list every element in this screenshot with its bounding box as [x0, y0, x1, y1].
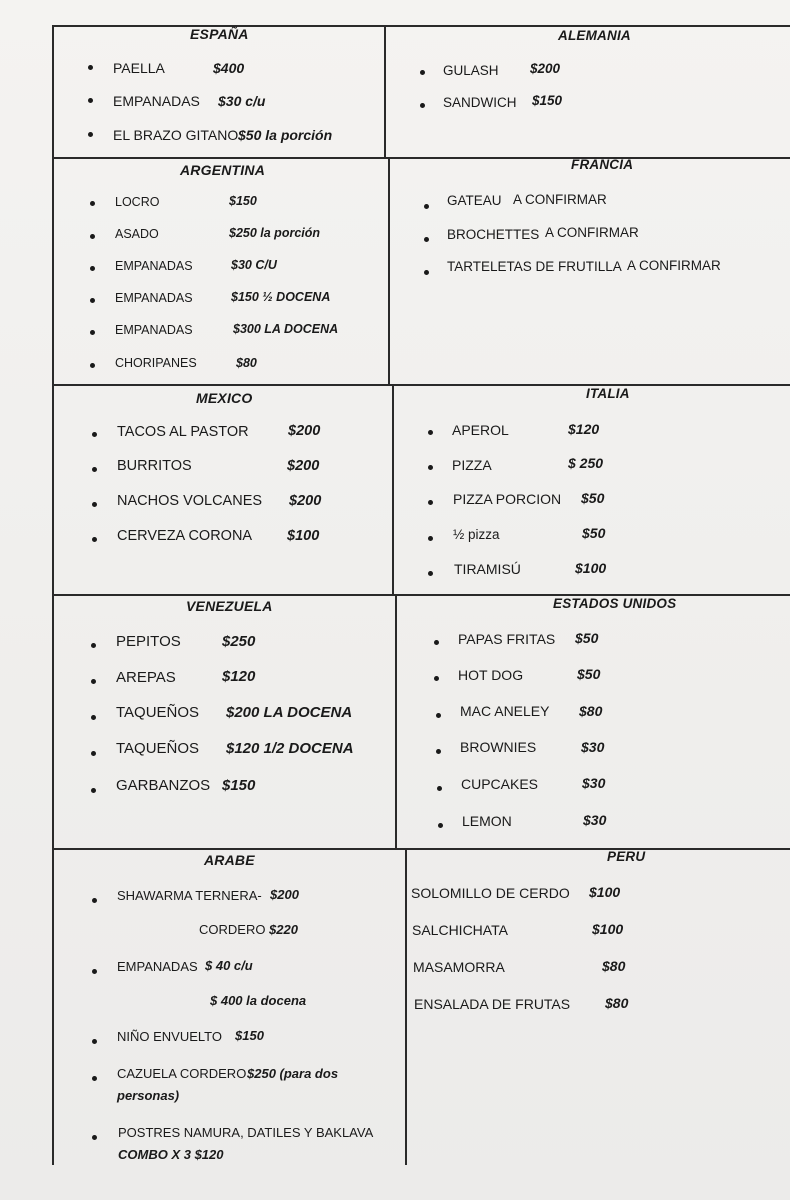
bullet: [428, 571, 433, 576]
bullet: [88, 132, 93, 137]
item-price: $200 LA DOCENA: [226, 704, 353, 721]
item-name: PAELLA: [113, 60, 165, 76]
item-name: EMPANADAS: [115, 291, 193, 305]
item-price: $ 40 c/u: [205, 958, 253, 973]
item-price: $250 (para dos: [247, 1066, 339, 1081]
bullet: [438, 823, 443, 828]
table-border-left: [52, 25, 54, 1165]
bullet: [91, 715, 96, 720]
item-price: $120: [222, 668, 256, 685]
item-price: $200: [288, 423, 321, 439]
item-price: $30: [582, 775, 606, 791]
bullet: [437, 786, 442, 791]
section-title: VENEZUELA: [186, 598, 273, 614]
item-name: EMPANADAS: [117, 959, 198, 974]
item-name: CORDERO: [199, 922, 266, 937]
row-divider-1: [52, 157, 790, 159]
item-name: EMPANADAS: [113, 93, 200, 109]
item-price: $100: [589, 884, 621, 900]
item-name: ½ pizza: [453, 527, 500, 542]
section-title: ESTADOS UNIDOS: [553, 596, 677, 611]
bullet: [91, 679, 96, 684]
bullet: [434, 676, 439, 681]
item-name: PEPITOS: [116, 633, 181, 650]
bullet: [92, 502, 97, 507]
item-price: $300 LA DOCENA: [233, 322, 339, 336]
bullet: [88, 65, 93, 70]
section-title: ARGENTINA: [180, 162, 266, 178]
item-price: $150: [235, 1028, 264, 1043]
item-name: MAC ANELEY: [460, 703, 550, 719]
bullet: [420, 70, 425, 75]
item-name: PIZZA PORCION: [453, 491, 562, 507]
bullet: [92, 969, 97, 974]
item-name: PIZZA: [452, 457, 492, 473]
item-price: $200: [530, 61, 561, 76]
section-title: ALEMANIA: [558, 28, 631, 43]
item-name: LEMON: [462, 813, 512, 829]
item-price: $200: [289, 493, 322, 509]
column-divider-4: [395, 594, 397, 849]
bullet: [88, 98, 93, 103]
section-title: PERU: [607, 849, 646, 864]
bullet: [90, 363, 95, 368]
bullet: [91, 751, 96, 756]
section-title: FRANCIA: [571, 157, 634, 172]
item-name: SHAWARMA TERNERA-: [117, 888, 262, 903]
bullet: [90, 330, 95, 335]
item-name: AREPAS: [116, 669, 176, 686]
item-name: ASADO: [115, 227, 159, 241]
column-divider-2: [388, 157, 390, 385]
item-price: $50: [575, 630, 599, 646]
row-divider-4: [52, 848, 790, 850]
item-price: $100: [592, 921, 624, 937]
item-price: $50: [577, 666, 601, 682]
item-name: CHORIPANES: [115, 356, 197, 370]
item-name: SOLOMILLO DE CERDO: [411, 885, 570, 901]
section-title: ITALIA: [586, 386, 630, 401]
bullet: [420, 103, 425, 108]
item-price: $80: [605, 995, 629, 1011]
bullet: [428, 465, 433, 470]
item-price: $80: [579, 703, 603, 719]
item-price: $150: [222, 777, 256, 794]
bullet: [92, 432, 97, 437]
item-price: $100: [575, 560, 607, 576]
bullet: [434, 640, 439, 645]
bullet: [436, 713, 441, 718]
item-name: EMPANADAS: [115, 259, 193, 273]
bullet: [428, 500, 433, 505]
item-name: BROWNIES: [460, 739, 537, 755]
section-title: ESPAÑA: [190, 26, 249, 42]
bullet: [428, 430, 433, 435]
bullet: [424, 204, 429, 209]
item-name: LOCRO: [115, 195, 160, 209]
table-border-top: [52, 25, 790, 27]
bullet: [90, 234, 95, 239]
bullet: [91, 643, 96, 648]
bullet: [92, 1076, 97, 1081]
item-name: SANDWICH: [443, 95, 517, 110]
item-name: APEROL: [452, 422, 509, 438]
bullet: [90, 201, 95, 206]
item-name: HOT DOG: [458, 667, 524, 683]
item-name: ENSALADA DE FRUTAS: [414, 996, 571, 1012]
bullet: [92, 467, 97, 472]
item-price: $80: [602, 958, 626, 974]
item-price: $120: [568, 421, 600, 437]
item-name: TARTELETAS DE FRUTILLA: [447, 259, 622, 274]
bullet: [90, 266, 95, 271]
column-divider-5: [405, 848, 407, 1165]
item-name: PAPAS FRITAS: [458, 631, 556, 647]
item-name: GULASH: [443, 63, 499, 78]
item-name: TIRAMISÚ: [454, 561, 521, 577]
item-price: $50: [582, 525, 606, 541]
item-name: BURRITOS: [117, 458, 192, 474]
item-price: $150: [229, 194, 257, 208]
item-price: $220: [269, 922, 298, 937]
item-name: NACHOS VOLCANES: [117, 493, 263, 509]
item-status: A CONFIRMAR: [545, 225, 639, 240]
item-name: TAQUEÑOS: [116, 704, 200, 721]
item-price: $50 la porción: [238, 127, 333, 143]
item-name: MASAMORRA: [413, 959, 505, 975]
item-name: SALCHICHATA: [412, 922, 508, 938]
column-divider-1: [384, 25, 386, 158]
item-price: $50: [581, 490, 605, 506]
item-price: $120 1/2 DOCENA: [226, 740, 354, 757]
item-price: $250: [222, 633, 256, 650]
bullet: [91, 788, 96, 793]
bullet: [424, 270, 429, 275]
bullet: [90, 298, 95, 303]
item-price: COMBO X 3 $120: [118, 1147, 224, 1162]
item-name: BROCHETTES: [447, 227, 540, 242]
row-divider-3: [52, 594, 790, 596]
item-price: $100: [287, 528, 320, 544]
item-name: GATEAU: [447, 193, 502, 208]
item-price: $200: [287, 458, 320, 474]
item-price: $400: [213, 60, 245, 76]
section-title: MEXICO: [196, 390, 253, 406]
item-price-continued: personas): [117, 1088, 180, 1103]
item-price: $150: [532, 93, 563, 108]
bullet: [424, 237, 429, 242]
row-divider-2: [52, 384, 790, 386]
item-price: $30: [581, 739, 605, 755]
item-name: CAZUELA CORDERO: [117, 1066, 247, 1081]
item-status: A CONFIRMAR: [627, 258, 721, 273]
item-name: GARBANZOS: [116, 777, 211, 794]
item-price: $30 c/u: [218, 93, 266, 109]
bullet: [92, 1135, 97, 1140]
item-name: EMPANADAS: [115, 323, 193, 337]
item-name: CERVEZA CORONA: [117, 528, 253, 544]
bullet: [428, 536, 433, 541]
bullet: [92, 1039, 97, 1044]
bullet: [92, 537, 97, 542]
item-name: TAQUEÑOS: [116, 740, 200, 757]
item-price: $200: [270, 887, 299, 902]
section-title: ARABE: [204, 852, 255, 868]
item-price: $30 C/U: [231, 258, 277, 272]
item-price: $ 250: [568, 455, 604, 471]
bullet: [436, 749, 441, 754]
item-price: $250 la porción: [229, 226, 321, 240]
item-name: POSTRES NAMURA, DATILES Y BAKLAVA: [118, 1125, 374, 1140]
item-price: $30: [583, 812, 607, 828]
item-name: CUPCAKES: [461, 776, 539, 792]
item-name: TACOS AL PASTOR: [117, 424, 249, 440]
column-divider-3: [392, 384, 394, 595]
item-name: EL BRAZO GITANO: [113, 127, 239, 143]
item-price: $ 400 la docena: [210, 993, 307, 1008]
bullet: [92, 898, 97, 903]
item-price: $80: [236, 356, 257, 370]
item-name: NIÑO ENVUELTO: [117, 1029, 222, 1044]
item-status: A CONFIRMAR: [513, 192, 607, 207]
item-price: $150 ½ DOCENA: [231, 290, 331, 304]
